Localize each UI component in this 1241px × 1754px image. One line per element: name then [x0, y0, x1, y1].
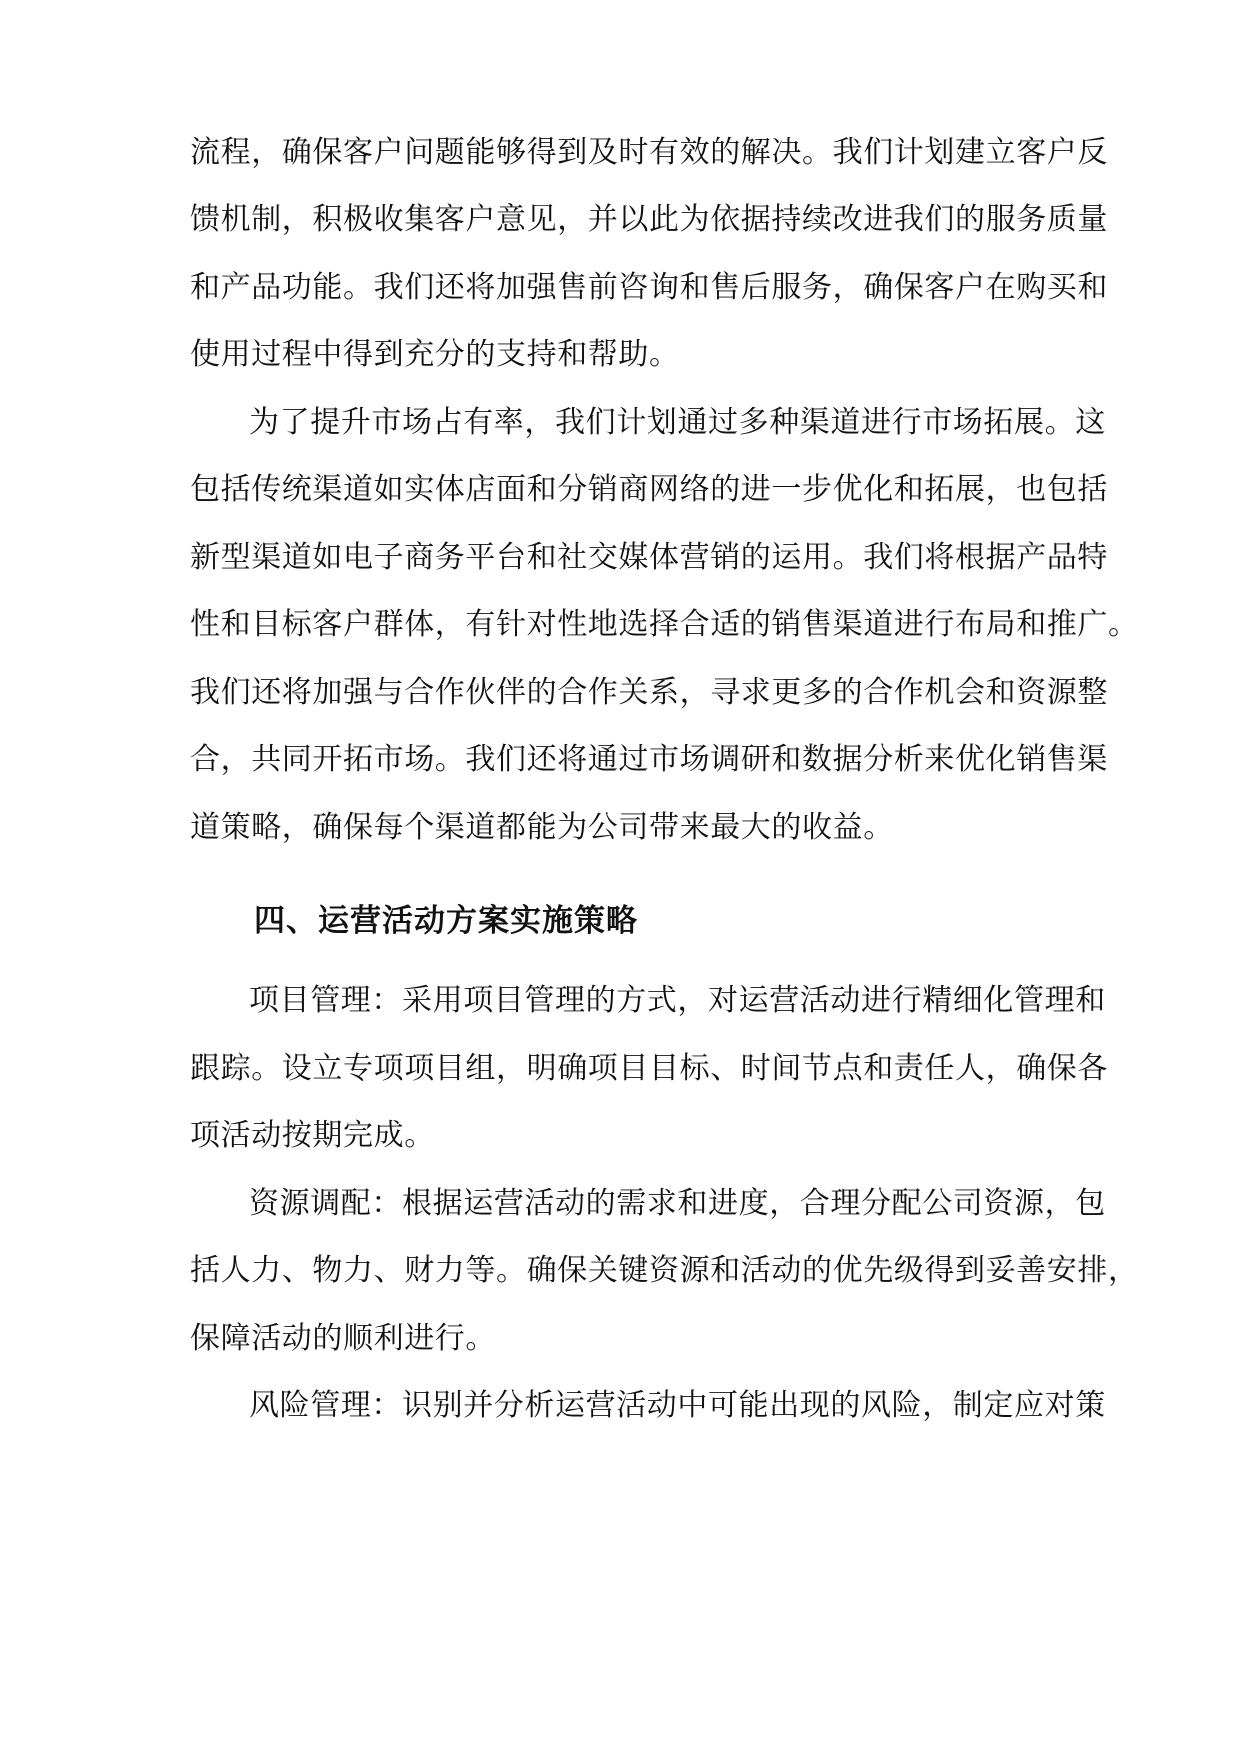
paragraph-line: 流程，确保客户问题能够得到及时有效的解决。我们计划建立客户反 [190, 135, 1108, 170]
paragraph-line: 合，共同开拓市场。我们还将通过市场调研和数据分析来优化销售渠 [190, 742, 1108, 777]
paragraph-line: 使用过程中得到充分的支持和帮助。 [190, 337, 680, 372]
paragraph-line: 风险管理：识别并分析运营活动中可能出现的风险，制定应对策 [249, 1388, 1106, 1423]
paragraph-line: 保障活动的顺利进行。 [190, 1321, 496, 1356]
paragraph-line: 馈机制，积极收集客户意见，并以此为依据持续改进我们的服务质量 [190, 202, 1108, 237]
paragraph-line: 括人力、物力、财力等。确保关键资源和活动的优先级得到妥善安排， [190, 1253, 1139, 1288]
paragraph-line: 我们还将加强与合作伙伴的合作关系，寻求更多的合作机会和资源整 [190, 675, 1108, 710]
paragraph-line: 和产品功能。我们还将加强售前咨询和售后服务，确保客户在购买和 [190, 270, 1108, 305]
paragraph-line: 性和目标客户群体，有针对性地选择合适的销售渠道进行布局和推广。 [190, 607, 1139, 642]
paragraph-line: 项活动按期完成。 [190, 1118, 435, 1153]
paragraph-line: 新型渠道如电子商务平台和社交媒体营销的运用。我们将根据产品特 [190, 540, 1108, 575]
section-heading: 四、运营活动方案实施策略 [254, 903, 638, 939]
paragraph-line: 道策略，确保每个渠道都能为公司带来最大的收益。 [190, 810, 894, 845]
paragraph-line: 项目管理：采用项目管理的方式，对运营活动进行精细化管理和 [249, 983, 1106, 1018]
paragraph-line: 为了提升市场占有率，我们计划通过多种渠道进行市场拓展。这 [249, 405, 1106, 440]
paragraph-line: 资源调配：根据运营活动的需求和进度，合理分配公司资源，包 [249, 1186, 1106, 1221]
paragraph-line: 包括传统渠道如实体店面和分销商网络的进一步优化和拓展，也包括 [190, 472, 1108, 507]
paragraph-line: 跟踪。设立专项项目组，明确项目目标、时间节点和责任人，确保各 [190, 1051, 1108, 1086]
